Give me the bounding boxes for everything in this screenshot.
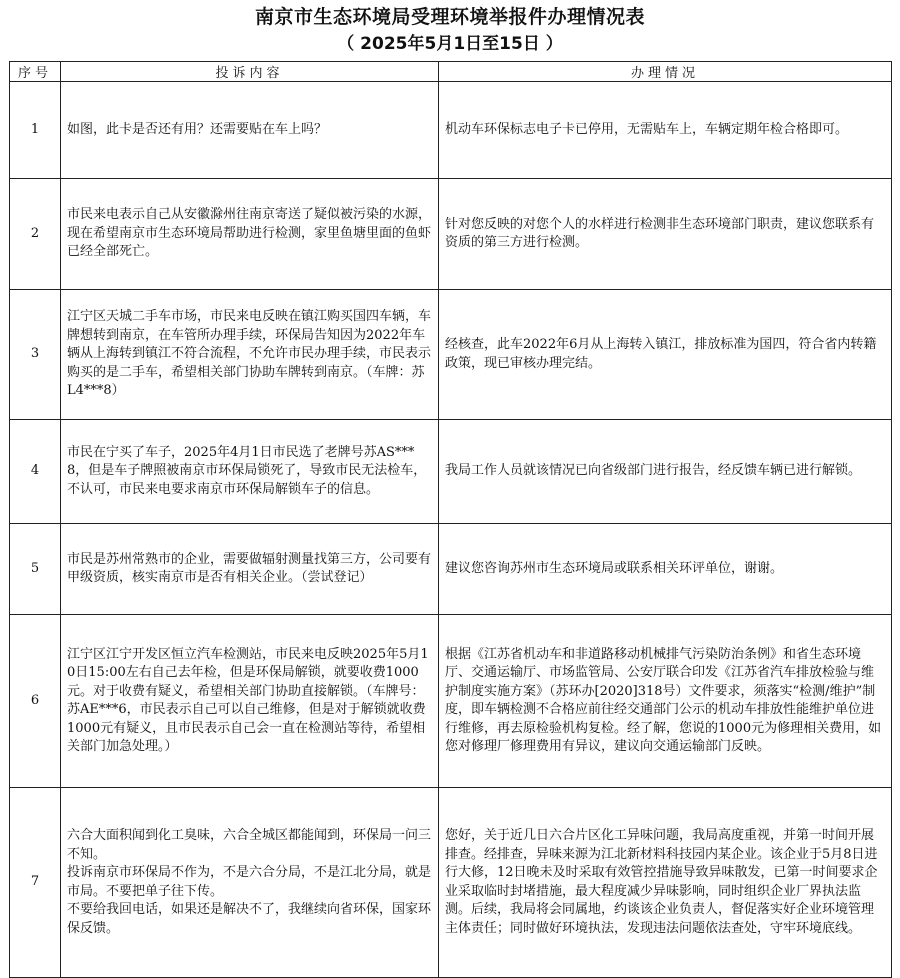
complaint-text: 市民是苏州常熟市的企业，需要做辐射测量找第三方，公司要有甲级资质，核实南京市是否有相关企业。（尝试登记） xyxy=(67,551,432,585)
row-handling xyxy=(439,615,892,788)
header-complaint: 投诉内容 xyxy=(61,62,439,82)
table-row xyxy=(10,179,892,290)
date-range-subtitle: （ 2025年5月1日至15日 ） xyxy=(337,34,563,54)
complaint-text: 市民在宁买了车子，2025年4月1日市民选了老牌号苏AS***8，但是车子牌照被南京市环保局锁死了，导致市民无法检车，不认可，市民来电要求南京市环保局解锁车子的信息。 xyxy=(67,444,427,497)
table-row xyxy=(10,788,892,978)
handling-text: 经核查，此车2022年6月从上海转入镇江，排放标准为国四，符合省内转籍政策，现已审核办理完结。 xyxy=(445,337,877,371)
row-seq: 7 xyxy=(10,788,61,978)
row-handling xyxy=(439,524,892,615)
complaint-text: 市民来电表示自己从安徽滁州往南京寄送了疑似被污染的水源，现在希望南京市生态环境局帮助进行检测，家里鱼塘里面的鱼虾已经全部死亡。 xyxy=(67,207,432,260)
row-complaint xyxy=(61,179,439,290)
complaint-report-table xyxy=(9,61,892,978)
header-seq: 序号 xyxy=(10,62,61,82)
complaint-text: 江宁区江宁开发区恒立汽车检测站，市民来电反映2025年5月10日15:00左右自己去年检，但是环保局解锁，就要收费1000元。对于收费有疑义，希望相关部门协助直接解锁。（车牌号：苏AE***6，市民表示自己可以自己维修，但是对于解锁就收费1000元有疑义，且市民表示自己会一直在检测站等待，希望相关部门加急处理。） xyxy=(67,646,429,754)
row-handling xyxy=(439,420,892,524)
header-handling: 办理情况 xyxy=(439,62,892,82)
row-handling xyxy=(439,788,892,978)
table-row xyxy=(10,290,892,420)
row-complaint xyxy=(61,615,439,788)
table-header-row xyxy=(10,62,892,82)
complaint-text: 六合大面积闻到化工臭味，六合全城区都能闻到，环保局一问三不知。 投诉南京市环保局不作为，不是六合分局，不是江北分局，就是市局。不要把单子往下传。 不要给我回电话，如果还是解决不了，我继续向省环保，国家环保反馈。 xyxy=(67,828,432,936)
handling-text: 您好，关于近几日六合片区化工异味问题，我局高度重视，并第一时间开展排查。经排查，异味来源为江北新材料科技园内某企业。该企业于5月8日进行大修，12日晚未及时采取有效管控措施导致异味散发，已第一时间要求企业采取临时封堵措施，最大程度减少异味影响，同时组织企业厂界执法监测。后续，我局将会同属地，约谈该企业负责人，督促落实好企业环境管理主体责任；同时做好环境执法，发现违法问题依法查处，守牢环境底线。 xyxy=(445,828,878,936)
table-row xyxy=(10,615,892,788)
table-row xyxy=(10,420,892,524)
page-title: 南京市生态环境局受理环境举报件办理情况表 xyxy=(254,6,645,28)
row-complaint xyxy=(61,524,439,615)
table-row xyxy=(10,524,892,615)
row-complaint xyxy=(61,290,439,420)
handling-text: 根据《江苏省机动车和非道路移动机械排气污染防治条例》和省生态环境厅、交通运输厅、市场监管局、公安厅联合印发《江苏省汽车排放检验与维护制度实施方案》（苏环办[2020]318号）文件要求，须落实“检测/维护”制度，即车辆检测不合格应前往经交通部门公示的机动车排放性能维护单位进行维修，再去原检验机构复检。经了解，您说的1000元为修理相关费用，如您对修理厂修理费用有异议，建议向交通运输部门反映。 xyxy=(445,646,882,754)
handling-text: 针对您反映的对您个人的水样进行检测非生态环境部门职责，建议您联系有资质的第三方进行检测。 xyxy=(445,216,875,250)
table-row xyxy=(10,82,892,179)
complaint-text: 如图，此卡是否还有用？还需要贴在车上吗？ xyxy=(67,121,328,137)
row-seq: 4 xyxy=(10,420,61,524)
row-seq: 6 xyxy=(10,615,61,788)
handling-text: 我局工作人员就该情况已向省级部门进行报告，经反馈车辆已进行解锁。 xyxy=(445,463,862,479)
complaint-text: 江宁区天城二手车市场，市民来电反映在镇江购买国四车辆，车牌想转到南京，在车管所办理手续，环保局告知因为2022年车辆从上海转到镇江不符合流程，不允许市民办理手续，市民表示购买的是二手车，希望相关部门协助车牌转到南京。（车牌：苏L4***8） xyxy=(67,309,432,399)
row-complaint xyxy=(61,420,439,524)
row-handling xyxy=(439,82,892,179)
row-handling xyxy=(439,179,892,290)
row-seq: 1 xyxy=(10,82,61,179)
row-seq: 3 xyxy=(10,290,61,420)
row-complaint xyxy=(61,82,439,179)
row-complaint xyxy=(61,788,439,978)
handling-text: 机动车环保标志电子卡已停用，无需贴车上，车辆定期年检合格即可。 xyxy=(445,121,849,137)
row-seq: 5 xyxy=(10,524,61,615)
handling-text: 建议您咨询苏州市生态环境局或联系相关环评单位，谢谢。 xyxy=(445,560,784,576)
row-handling xyxy=(439,290,892,420)
row-seq: 2 xyxy=(10,179,61,290)
